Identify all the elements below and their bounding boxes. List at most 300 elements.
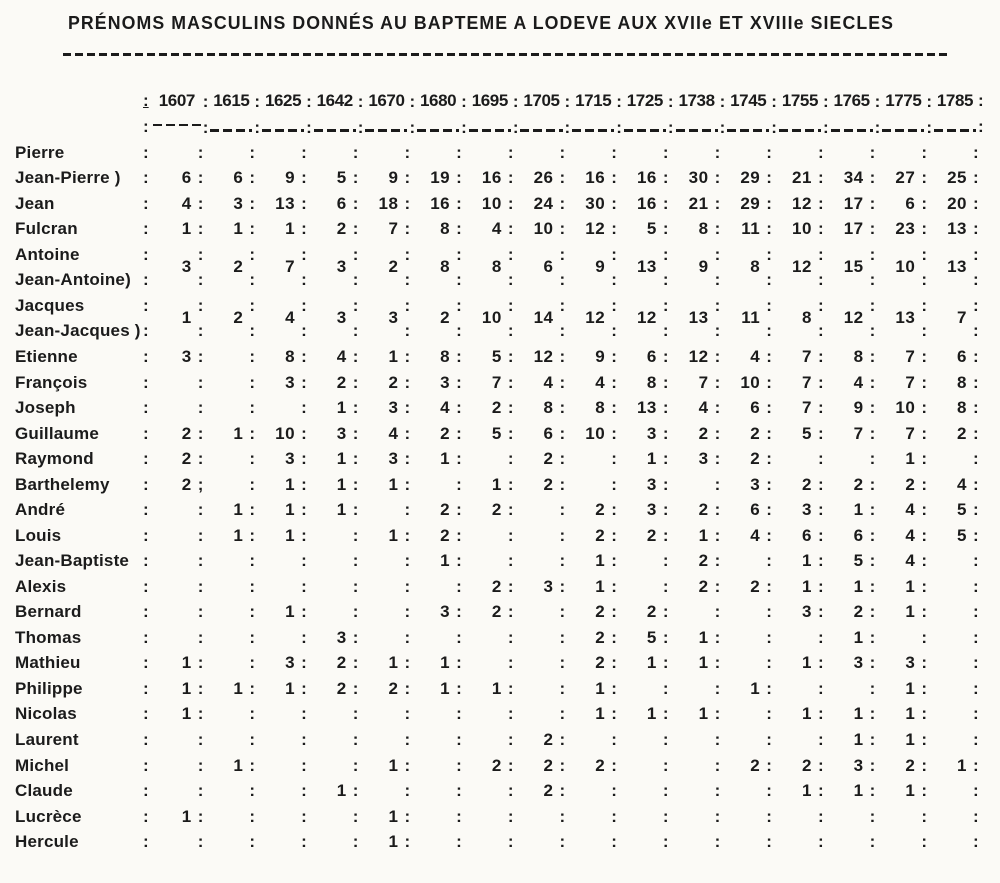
separator-colon: : [404,551,411,571]
row-lead-colon: : [143,244,149,264]
separator-colon: : [869,551,876,571]
cell-value: 13 [636,256,657,276]
table-row [12,727,986,753]
cell-value: 1 [181,806,192,826]
separator-colon: : [404,525,411,545]
separator-colon: : [921,449,927,469]
separator-colon: : [817,347,824,367]
cell-value: 29 [740,193,761,213]
separator-colon: : [766,704,772,724]
cell-value: 3 [698,449,709,469]
table-cell [461,194,513,214]
table-cell [254,398,306,418]
table-cell [513,244,566,276]
table-cell [875,194,927,214]
cell-value: 5 [491,347,502,367]
separator-colon: : [352,142,359,162]
cell-value: 6 [853,525,864,545]
table-cell [306,194,358,214]
table-cell [306,807,358,827]
cell-value: 16 [636,193,657,213]
cell-value: 4 [543,372,554,392]
cell-value: 1 [336,474,347,494]
cell-value: 5 [646,219,657,239]
separator-colon: : [301,244,307,264]
table-cell [668,730,720,750]
table-cell [461,653,513,673]
cell-value: 1 [646,653,657,673]
cell-value: 2 [543,729,554,749]
table-cell [513,373,565,393]
table-cell [926,321,978,341]
separator-colon: : [921,832,927,852]
table-cell [254,653,306,673]
separator-colon: : [507,500,514,520]
separator-colon: : [766,142,772,162]
cell-value: 2 [440,525,451,545]
separator-colon: : [301,704,307,724]
cell-value: 17 [843,219,864,239]
table-cell [409,347,461,367]
cell-value: 9 [285,168,296,188]
cell-value: 6 [233,168,244,188]
separator-colon: : [869,653,876,673]
dash-segment [520,129,562,131]
separator-colon: : [404,653,411,673]
separator-colon: : [973,474,979,494]
table-cell [720,475,772,495]
cell-value: 1 [285,678,296,698]
cell-value: 1 [801,653,812,673]
table-cell [565,628,617,648]
separator-colon: : [197,602,204,622]
table-cell [616,424,668,444]
table-cell [513,347,565,367]
table-cell [203,373,255,393]
cell-value: 3 [801,602,812,622]
cell-value: 4 [491,219,502,239]
table-cell [720,526,772,546]
table-cell [203,449,255,469]
separator-colon: : [817,321,824,341]
separator-colon: : [507,474,514,494]
table-cell [926,602,978,622]
separator-colon: : [973,678,979,698]
dash-cell [926,119,978,136]
separator-colon: : [817,474,824,494]
separator-colon: : [611,806,617,826]
table-cell [409,577,461,597]
table-cell [926,143,978,163]
table-row [12,421,986,447]
table-cell [254,500,306,520]
table-cell [203,219,255,239]
separator-colon: : [662,321,669,341]
separator-colon: : [611,704,617,724]
separator-colon: : [817,781,824,801]
table-cell [926,756,978,776]
separator-colon: : [301,398,307,418]
separator-colon: : [921,398,927,418]
separator-colon: : [301,142,307,162]
cell-value: 1 [285,500,296,520]
column-header [513,91,565,111]
separator-colon: : [409,117,416,137]
separator-colon: : [973,704,979,724]
cell-value: 1 [698,627,709,647]
table-cell [565,577,617,597]
table-cell [203,168,255,188]
separator-colon: : [766,781,772,801]
table-cell [926,295,979,327]
row-lead-colon: : [143,653,149,673]
cell-value: 2 [336,219,347,239]
separator-colon: : [817,449,824,469]
separator-colon: : [249,576,256,596]
separator-colon: : [249,142,256,162]
table-cell [358,449,410,469]
separator-colon: : [869,602,876,622]
separator-colon: : [507,321,514,341]
cell-value: 4 [698,398,709,418]
separator-colon: : [404,755,411,775]
table-cell [358,347,410,367]
separator-colon: : [507,219,514,239]
separator-colon: : [456,678,462,698]
separator-colon: : [352,627,359,647]
column-header [358,91,410,111]
separator-colon: : [869,270,876,290]
row-lead-colon: : [143,142,149,162]
table-cell [461,244,514,276]
separator-colon: : [874,91,881,111]
separator-colon: : [301,347,307,367]
separator-colon: : [921,781,927,801]
table-cell [461,449,513,469]
separator-colon: : [662,806,669,826]
separator-colon: : [973,500,979,520]
separator-colon: : [352,551,359,571]
cell-value: 1 [440,653,451,673]
table-cell [823,653,875,673]
table-row [12,242,986,276]
table-cell [616,219,668,239]
separator-colon: : [869,398,876,418]
cell-value: 5 [336,168,347,188]
cell-value: 1 [905,704,916,724]
cell-value: 1 [388,525,399,545]
table-cell [461,704,513,724]
separator-colon: : [404,168,411,188]
separator-colon: : [714,678,721,698]
table-cell [823,449,875,469]
table-cell [565,373,617,393]
separator-colon: : [404,372,411,392]
table-cell [461,679,513,699]
separator-colon: : [662,678,669,698]
table-cell [151,168,203,188]
table-cell [203,295,256,327]
cell-value: 8 [440,347,451,367]
cell-value: 1 [905,678,916,698]
separator-colon: : [456,270,462,290]
separator-colon: : [662,193,669,213]
table-cell [461,168,513,188]
row-label: Jacques [15,295,85,315]
separator-colon: : [973,295,979,315]
separator-colon: : [766,449,772,469]
separator-colon: : [719,117,726,137]
separator-colon: : [766,372,772,392]
table-cell [306,577,358,597]
cell-value: 10 [533,219,554,239]
separator-colon: : [456,500,462,520]
separator-colon: : [817,168,824,188]
separator-colon: : [352,704,359,724]
separator-colon: : [714,500,721,520]
table-cell [513,194,565,214]
row-lead-colon: : [143,168,149,188]
separator-colon: : [714,219,721,239]
separator-colon: : [301,627,307,647]
cell-value: 1 [853,500,864,520]
table-cell [306,704,358,724]
table-cell [668,168,720,188]
table-cell [668,832,720,852]
separator-colon: : [714,372,721,392]
table-cell [926,194,978,214]
separator-colon: : [921,372,927,392]
separator-colon: : [662,653,669,673]
separator-colon: : [404,678,411,698]
separator-colon: : [507,832,514,852]
table-cell [409,730,461,750]
separator-colon: : [973,832,979,852]
cell-value: 3 [440,602,451,622]
table-cell [926,730,978,750]
row-label: Guillaume [15,423,99,443]
separator-colon: : [766,729,772,749]
table-cell [358,500,410,520]
cell-value: 34 [843,168,864,188]
separator-colon: : [507,347,514,367]
cell-value: 2 [801,755,812,775]
table-row [12,395,986,421]
separator-colon: : [874,117,881,137]
column-header-label: 1785 [936,91,974,110]
cell-value: 10 [895,398,916,418]
table-cell [409,475,461,495]
table-cell [409,653,461,673]
cell-value: 3 [285,653,296,673]
table-cell [771,168,823,188]
separator-colon: : [507,525,514,545]
separator-colon: : [456,474,462,494]
table-cell [513,577,565,597]
separator-colon: : [973,755,979,775]
cell-value: 1 [646,704,657,724]
separator-colon: : [409,91,416,111]
cell-value: 4 [957,474,967,494]
separator-colon: : [714,270,721,290]
separator-colon: : [611,244,617,264]
cell-value: 1 [336,500,347,520]
separator-colon: : [973,729,979,749]
table-cell [668,500,720,520]
cell-value: 13 [275,193,296,213]
table-cell [565,730,617,750]
cell-value: 1 [388,474,399,494]
row-lead-colon: : [143,423,149,443]
separator-colon: : [456,653,462,673]
separator-colon: : [611,142,617,162]
cell-value: 7 [491,372,502,392]
cell-value: 1 [388,347,399,367]
separator-colon: : [869,704,876,724]
separator-colon: : [766,525,772,545]
cell-value: 3 [646,474,657,494]
separator-colon: : [559,244,566,264]
separator-colon: : [817,729,824,749]
table-cell [668,551,720,571]
separator-colon: : [456,398,462,418]
separator-colon: : [559,678,566,698]
table-cell [203,653,255,673]
table-cell [306,449,358,469]
separator-colon: : [921,806,927,826]
table-cell [668,577,720,597]
separator-colon: : [352,729,359,749]
separator-colon: : [461,117,467,137]
separator-colon: : [559,755,566,775]
cell-value: 1 [801,576,812,596]
table-cell [203,526,255,546]
table-cell [151,602,203,622]
table-cell [875,832,927,852]
table-cell [151,577,203,597]
cell-value: 13 [947,219,967,239]
separator-colon: : [817,142,824,162]
table-cell [720,295,772,327]
cell-value: 12 [688,347,709,367]
dash-segment [624,129,666,131]
table-cell [461,143,513,163]
table-cell [409,679,461,699]
separator-colon: : [357,117,364,137]
separator-colon: : [197,398,204,418]
table-cell [565,756,617,776]
dash-cell [358,119,410,136]
table-cell [616,500,668,520]
table-cell [771,577,823,597]
table-cell [409,832,461,852]
separator-colon: : [921,142,927,162]
table-cell [254,244,307,276]
cell-value: 3 [181,256,192,276]
separator-colon: : [456,449,462,469]
separator-colon: : [249,219,256,239]
table-cell [254,756,306,776]
table-cell [513,807,565,827]
separator-colon: : [662,347,669,367]
separator-colon: : [817,525,824,545]
table-cell [203,832,255,852]
separator-colon: : [352,219,359,239]
cell-value: 2 [801,474,812,494]
dash-segment [676,129,718,131]
cell-value: 12 [585,219,606,239]
column-header-label: 1607 [158,91,195,110]
row-lead-colon: : [143,347,149,367]
separator-colon: : [507,423,514,443]
table-cell [823,424,875,444]
cell-value: 1 [853,627,864,647]
column-header [616,91,668,111]
separator-colon: : [559,832,566,852]
table-cell [823,373,875,393]
separator-colon: : [973,653,979,673]
table-cell [823,730,875,750]
table-cell [409,526,461,546]
table-cell [254,449,306,469]
separator-colon: : [197,653,204,673]
column-header [306,91,358,111]
table-cell [875,602,927,622]
separator-colon: : [249,525,256,545]
table-cell [358,628,410,648]
separator-colon: : [352,474,359,494]
table-cell [720,756,772,776]
cell-value: 1 [905,729,916,749]
table-cell [358,194,410,214]
row-lead-colon: : [143,219,149,239]
separator-colon: : [921,219,927,239]
separator-colon: : [352,168,359,188]
separator-colon: : [197,729,204,749]
cell-value: 15 [843,256,864,276]
separator-colon: : [461,91,467,111]
separator-colon: : [301,423,307,443]
separator-colon: : [973,321,979,341]
table-cell [823,832,875,852]
column-header [875,91,927,111]
dash-end-colon: : [978,117,984,136]
separator-colon: : [301,806,307,826]
separator-colon: : [197,576,204,596]
cell-value: 3 [801,500,812,520]
table-cell [875,143,927,163]
cell-value: 3 [646,423,657,443]
table-cell [720,781,772,801]
table-cell [771,704,823,724]
separator-colon: : [817,627,824,647]
separator-colon: : [306,117,312,137]
cell-value: 19 [430,168,451,188]
table-cell [875,704,927,724]
separator-colon: : [766,193,772,213]
cell-value: 1 [801,781,812,801]
separator-colon: : [352,347,359,367]
table-cell [668,628,720,648]
separator-colon: : [559,219,566,239]
cell-value: 1 [957,755,967,775]
row-lead-colon: : [143,295,149,315]
table-cell [875,730,927,750]
cell-value: 29 [740,168,761,188]
cell-value: 1 [285,525,296,545]
cell-value: 8 [853,347,864,367]
separator-colon: : [559,193,566,213]
